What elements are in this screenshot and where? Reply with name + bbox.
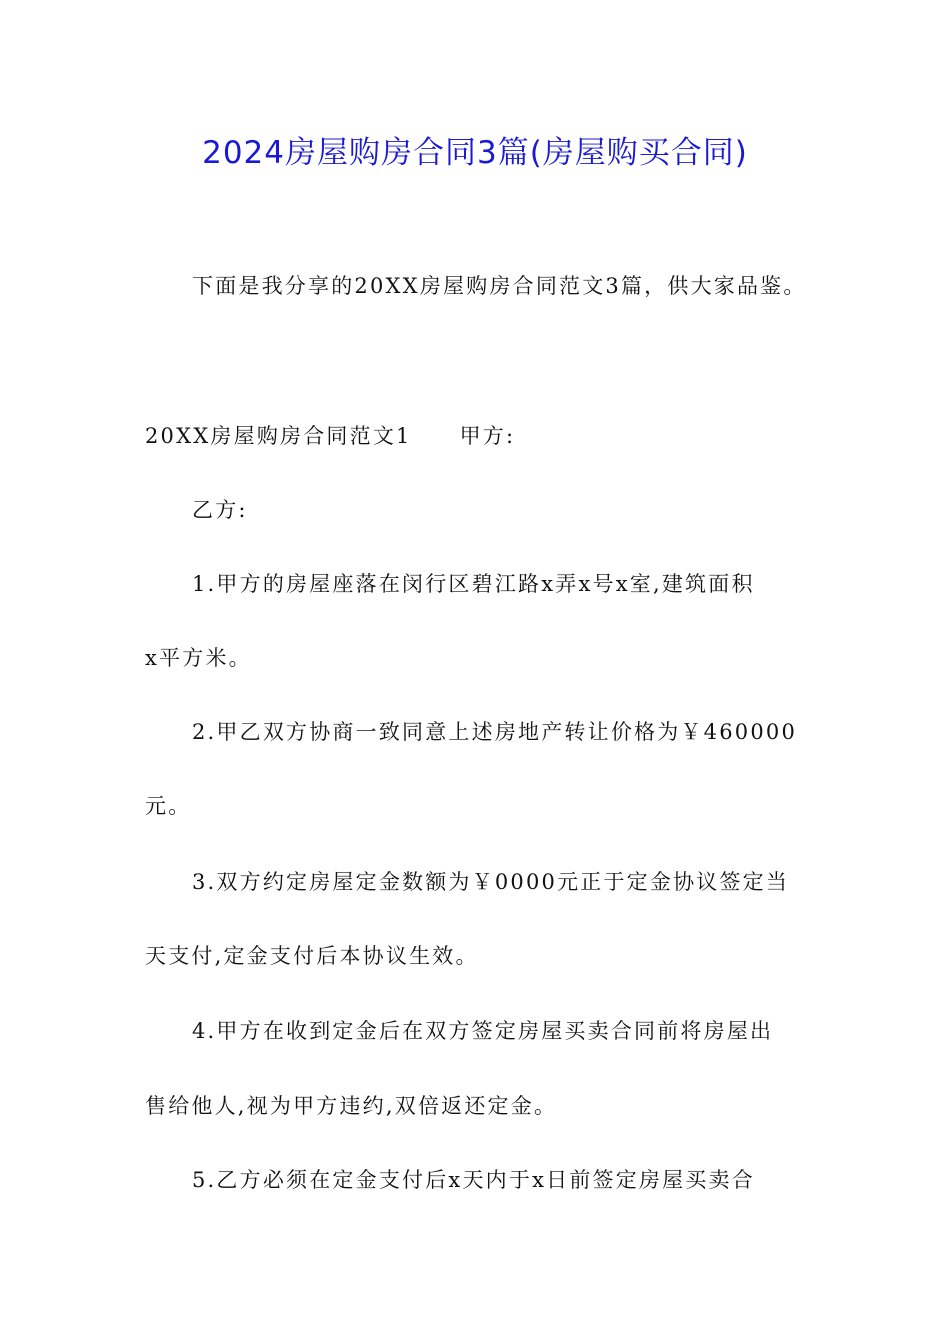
clause-3-line-1: 3.双方约定房屋定金数额为￥0000元正于定金协议签定当 xyxy=(192,870,790,894)
party-a-label: 甲方: xyxy=(459,424,516,448)
clause-3-line-2: 天支付,定金支付后本协议生效。 xyxy=(145,944,479,968)
clause-1-line-1: 1.甲方的房屋座落在闵行区碧江路x弄x号x室,建筑面积 xyxy=(192,572,755,596)
clause-1-line-2: x平方米。 xyxy=(145,646,252,670)
clause-4-line-1: 4.甲方在收到定金后在双方签定房屋买卖合同前将房屋出 xyxy=(192,1019,774,1043)
document-title: 2024房屋购房合同3篇(房屋购买合同) xyxy=(202,135,748,171)
clause-4-line-2: 售给他人,视为甲方违约,双倍返还定金。 xyxy=(145,1094,558,1118)
clause-2-line-2: 元。 xyxy=(145,794,192,818)
clause-5-line-1: 5.乙方必须在定金支付后x天内于x日前签定房屋买卖合 xyxy=(192,1168,755,1192)
party-b-label: 乙方: xyxy=(192,498,248,522)
section-heading: 20XX房屋购房合同范文1 xyxy=(145,424,412,448)
section-heading-line xyxy=(145,416,825,456)
clause-2-line-1: 2.甲乙双方协商一致同意上述房地产转让价格为￥460000 xyxy=(192,720,797,744)
intro-paragraph: 下面是我分享的20XX房屋购房合同范文3篇，供大家品鉴。 xyxy=(192,274,807,298)
